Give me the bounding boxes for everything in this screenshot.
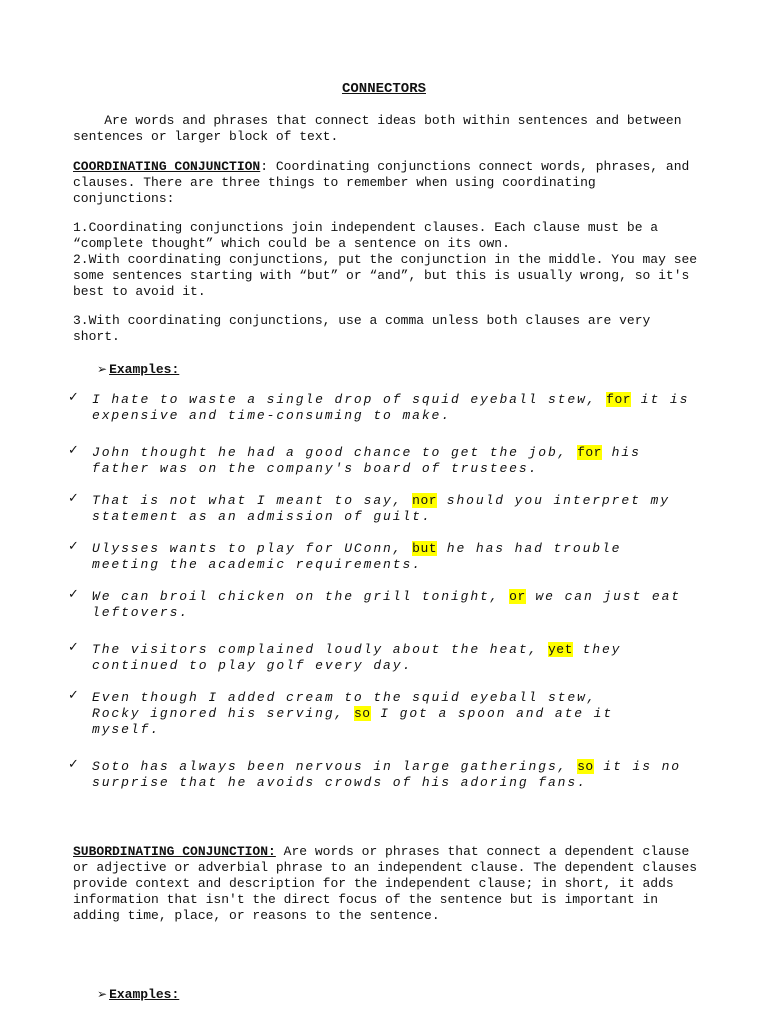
examples-heading: ➢ Examples: — [97, 362, 180, 377]
example-5: We can broil chicken on the grill tonight, or we can just eat leftovers. — [92, 589, 681, 620]
rule-2: 2.With coordinating conjunctions, put the conjunction in the middle. You may see some sentences starting with “but” or “and”, but this is usually wrong, so it's best to avoid it. — [73, 252, 705, 299]
example-8: Soto has always been nervous in large gatherings, so it is no surprise that he avoids crowds of his adoring fans. — [92, 759, 681, 790]
conjunction-highlight: or — [509, 589, 526, 604]
conjunction-highlight: nor — [412, 493, 438, 508]
intro-paragraph: Are words and phrases that connect ideas both within sentences and between sentences or larger block of text. — [73, 113, 690, 144]
example-1: I hate to waste a single drop of squid eyeball stew, for it is expensive and time-consuming to make. — [92, 392, 690, 423]
coordinating-paragraph — [73, 159, 703, 207]
example-4: Ulysses wants to play for UConn, but he has had trouble meeting the academic requirements. — [92, 541, 622, 572]
check-icon: ✓ — [68, 390, 79, 405]
conjunction-highlight: for — [606, 392, 632, 407]
check-icon: ✓ — [68, 757, 79, 772]
conjunction-highlight: but — [412, 541, 438, 556]
rule-3: 3.With coordinating conjunctions, use a comma unless both clauses are very short. — [73, 313, 659, 344]
conjunction-highlight: so — [577, 759, 594, 774]
subordinating-heading: SUBORDINATING CONJUNCTION: — [73, 844, 276, 859]
examples-heading-2: ➢ Examples: — [97, 987, 180, 1002]
example-3: That is not what I meant to say, nor should you interpret my statement as an admission of guilt. — [92, 493, 670, 524]
check-icon: ✓ — [68, 539, 79, 554]
coordinating-text: : Coordinating conjunctions connect words, phrases, and clauses. There are three things to remember when using coordinating conjunctions: — [73, 159, 698, 206]
arrow-bullet-icon: ➢ — [97, 362, 108, 376]
page-title: CONNECTORS — [341, 81, 426, 97]
example-2: John thought he had a good chance to get the job, for his father was on the company's board of trustees. — [92, 445, 641, 476]
conjunction-highlight: for — [577, 445, 602, 460]
check-icon: ✓ — [68, 443, 79, 458]
subordinating-text: Are words or phrases that connect a dependent clause or adjective or adverbial phrase to an independent clause. The dependent clauses provide context and description for the independent clause; in short, it adds information that isn't the direct focus of the sentence but is important in adding time, place, or reasons to the sentence. — [73, 844, 705, 923]
check-icon: ✓ — [68, 491, 79, 506]
check-icon: ✓ — [68, 587, 79, 602]
example-6: The visitors complained loudly about the heat, yet they continued to play golf every day. — [92, 642, 622, 673]
conjunction-highlight: yet — [547, 642, 573, 657]
coordinating-heading: COORDINATING CONJUNCTION — [73, 159, 261, 174]
conjunction-highlight: so — [353, 706, 371, 721]
check-icon: ✓ — [68, 688, 79, 703]
check-icon: ✓ — [68, 640, 79, 655]
example-7: Even though I added cream to the squid eyeball stew, Rocky ignored his serving, so I got a spoon and ate it myself. — [92, 690, 614, 737]
subordinating-paragraph — [73, 844, 705, 924]
rule-1: 1.Coordinating conjunctions join independent clauses. Each clause must be a “complete thought” which could be a sentence on its own. — [73, 220, 666, 251]
arrow-bullet-icon: ➢ — [97, 987, 108, 1001]
